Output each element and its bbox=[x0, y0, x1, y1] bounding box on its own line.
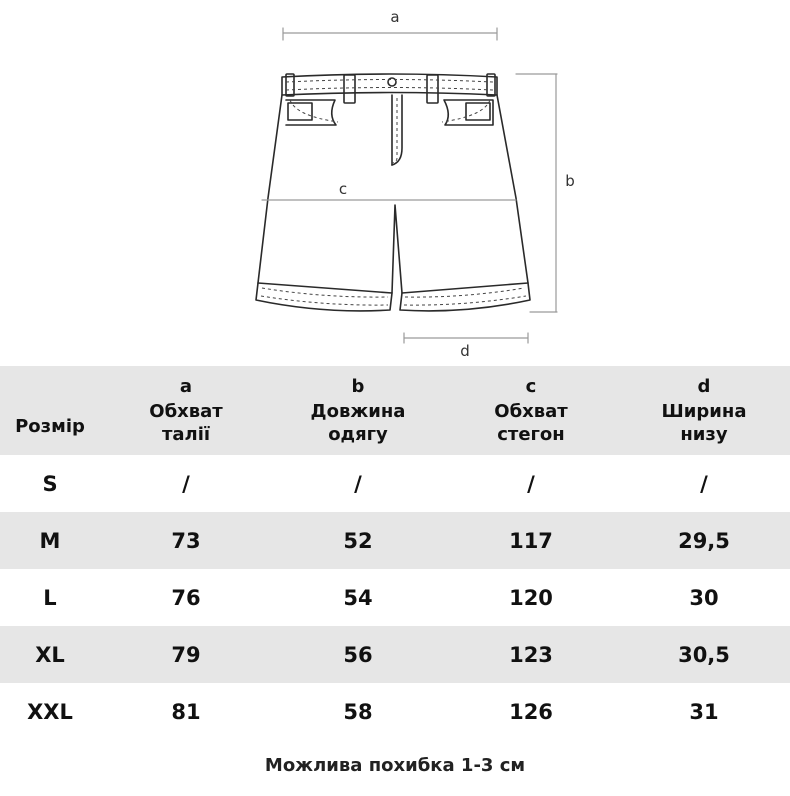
value-cell: 81 bbox=[171, 699, 201, 724]
header-name: Ширина низу bbox=[661, 401, 747, 445]
header-letter: b bbox=[351, 376, 365, 397]
value-cell: / bbox=[354, 471, 362, 496]
size-cell: L bbox=[43, 585, 57, 610]
value-cell: 79 bbox=[171, 642, 201, 667]
size-cell: S bbox=[42, 471, 58, 496]
value-cell: / bbox=[182, 471, 190, 496]
table-row bbox=[0, 512, 790, 569]
header-name: Обхват стегон bbox=[494, 401, 568, 445]
label-b: b bbox=[565, 172, 575, 190]
value-cell: 31 bbox=[689, 699, 719, 724]
size-table bbox=[0, 366, 790, 740]
header-col-d bbox=[618, 366, 790, 455]
value-cell: 126 bbox=[509, 699, 553, 724]
table-header bbox=[0, 366, 790, 455]
header-col-a bbox=[100, 366, 272, 455]
value-cell: 58 bbox=[343, 699, 373, 724]
header-letter: d bbox=[697, 376, 711, 397]
size-cell: XL bbox=[35, 642, 65, 667]
header-name: Обхват талії bbox=[149, 401, 223, 445]
label-d: d bbox=[460, 342, 470, 360]
value-cell: 73 bbox=[171, 528, 201, 553]
value-cell: 123 bbox=[509, 642, 553, 667]
shorts-measurement-diagram bbox=[0, 0, 790, 365]
header-name: Довжина одягу bbox=[310, 401, 406, 445]
header-letter: c bbox=[525, 376, 537, 397]
label-a: a bbox=[390, 8, 400, 26]
tolerance-note: Можлива похибка 1-3 см bbox=[264, 755, 526, 776]
value-cell: 29,5 bbox=[678, 528, 730, 553]
size-cell: M bbox=[39, 528, 61, 553]
header-col-c bbox=[444, 366, 618, 455]
header-letter: a bbox=[179, 376, 193, 397]
value-cell: / bbox=[527, 471, 535, 496]
value-cell: 117 bbox=[509, 528, 553, 553]
label-c: c bbox=[338, 180, 348, 198]
table-row bbox=[0, 569, 790, 626]
value-cell: / bbox=[700, 471, 708, 496]
header-col-b bbox=[272, 366, 444, 455]
value-cell: 30,5 bbox=[678, 642, 730, 667]
table-row bbox=[0, 626, 790, 683]
value-cell: 30 bbox=[689, 585, 719, 610]
value-cell: 120 bbox=[509, 585, 553, 610]
value-cell: 52 bbox=[343, 528, 373, 553]
value-cell: 54 bbox=[343, 585, 373, 610]
header-size bbox=[0, 366, 100, 455]
header-size-label: Розмір bbox=[15, 416, 85, 437]
value-cell: 56 bbox=[343, 642, 373, 667]
table-row bbox=[0, 455, 790, 512]
table-row bbox=[0, 683, 790, 740]
size-cell: XXL bbox=[27, 699, 73, 724]
value-cell: 76 bbox=[171, 585, 201, 610]
